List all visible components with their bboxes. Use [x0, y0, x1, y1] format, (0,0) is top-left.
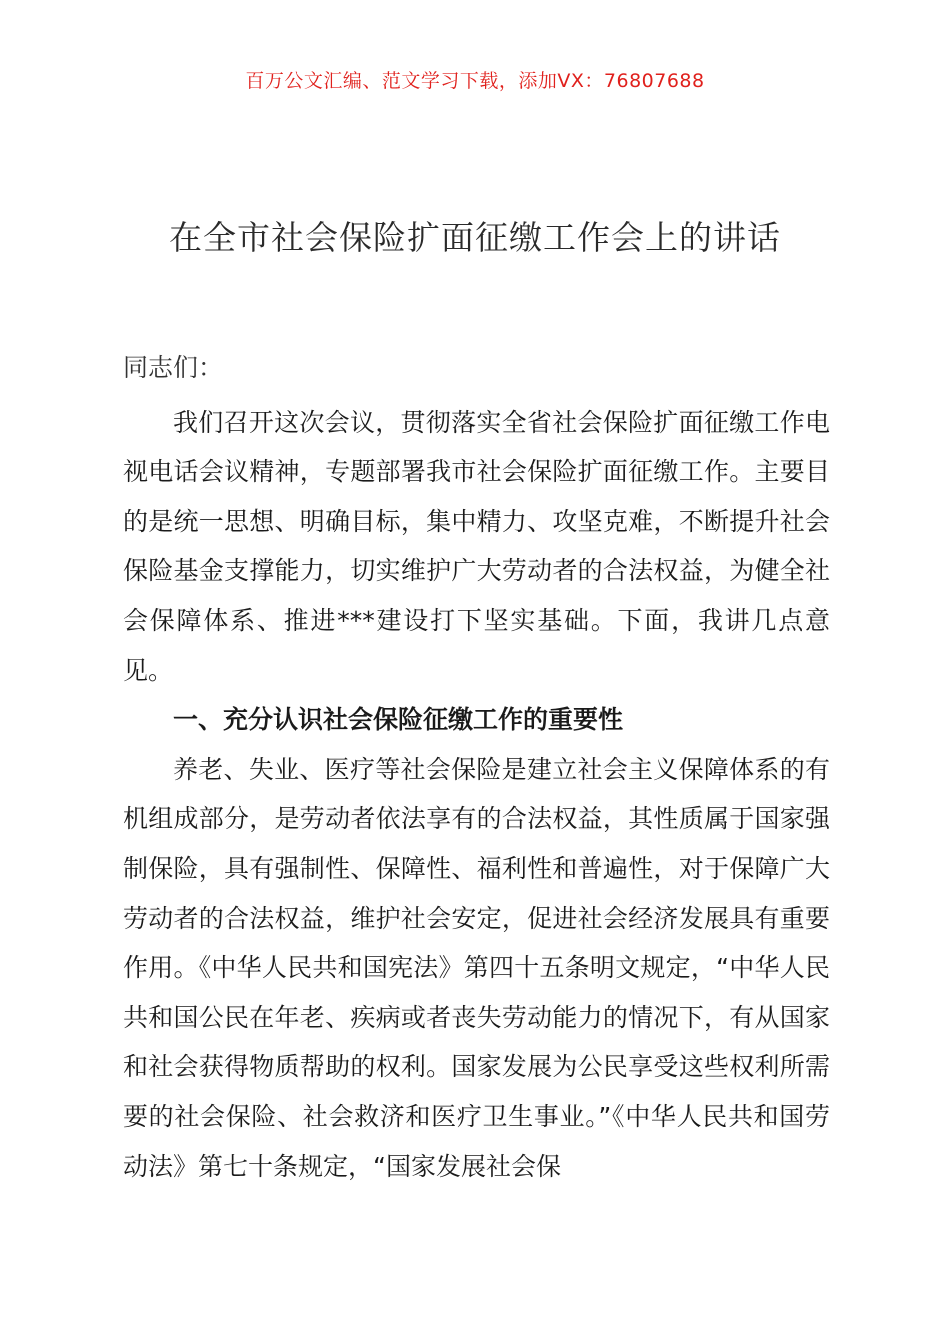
salutation: 同志们：	[123, 353, 224, 382]
paragraph-intro: 我们召开这次会议，贯彻落实全省社会保险扩面征缴工作电视电话会议精神，专题部署我市社会保险扩面征缴工作。主要目的是统一思想、明确目标，集中精力、攻坚克难，不断提升社会保险基金支撑能力，切实维护广大劳动者的合法权益，为健全社会保障体系、推进***建设打下坚实基础。下面，我讲几点意见。	[123, 407, 830, 685]
section-heading-1: 一、充分认识社会保险征缴工作的重要性	[173, 705, 624, 735]
document-body	[123, 343, 830, 1191]
watermark-text: 百万公文汇编、范文学习下载，添加VX：76807688	[245, 70, 705, 92]
document-title: 在全市社会保险扩面征缴工作会上的讲话	[169, 218, 781, 257]
paragraph-section-1: 养老、失业、医疗等社会保险是建立社会主义保障体系的有机组成部分，是劳动者依法享有的合法权益，其性质属于国家强制保险，具有强制性、保障性、福利性和普遍性，对于保障广大劳动者的合法权益，维护社会安定，促进社会经济发展具有重要作用。《中华人民共和国宪法》第四十五条明文规定，“中华人民共和国公民在年老、疾病或者丧失劳动能力的情况下，有从国家和社会获得物质帮助的权利。国家发展为公民享受这些权利所需要的社会保险、社会救济和医疗卫生事业。”《中华人民共和国劳动法》第七十条规定，“国家发展社会保	[123, 754, 830, 1181]
